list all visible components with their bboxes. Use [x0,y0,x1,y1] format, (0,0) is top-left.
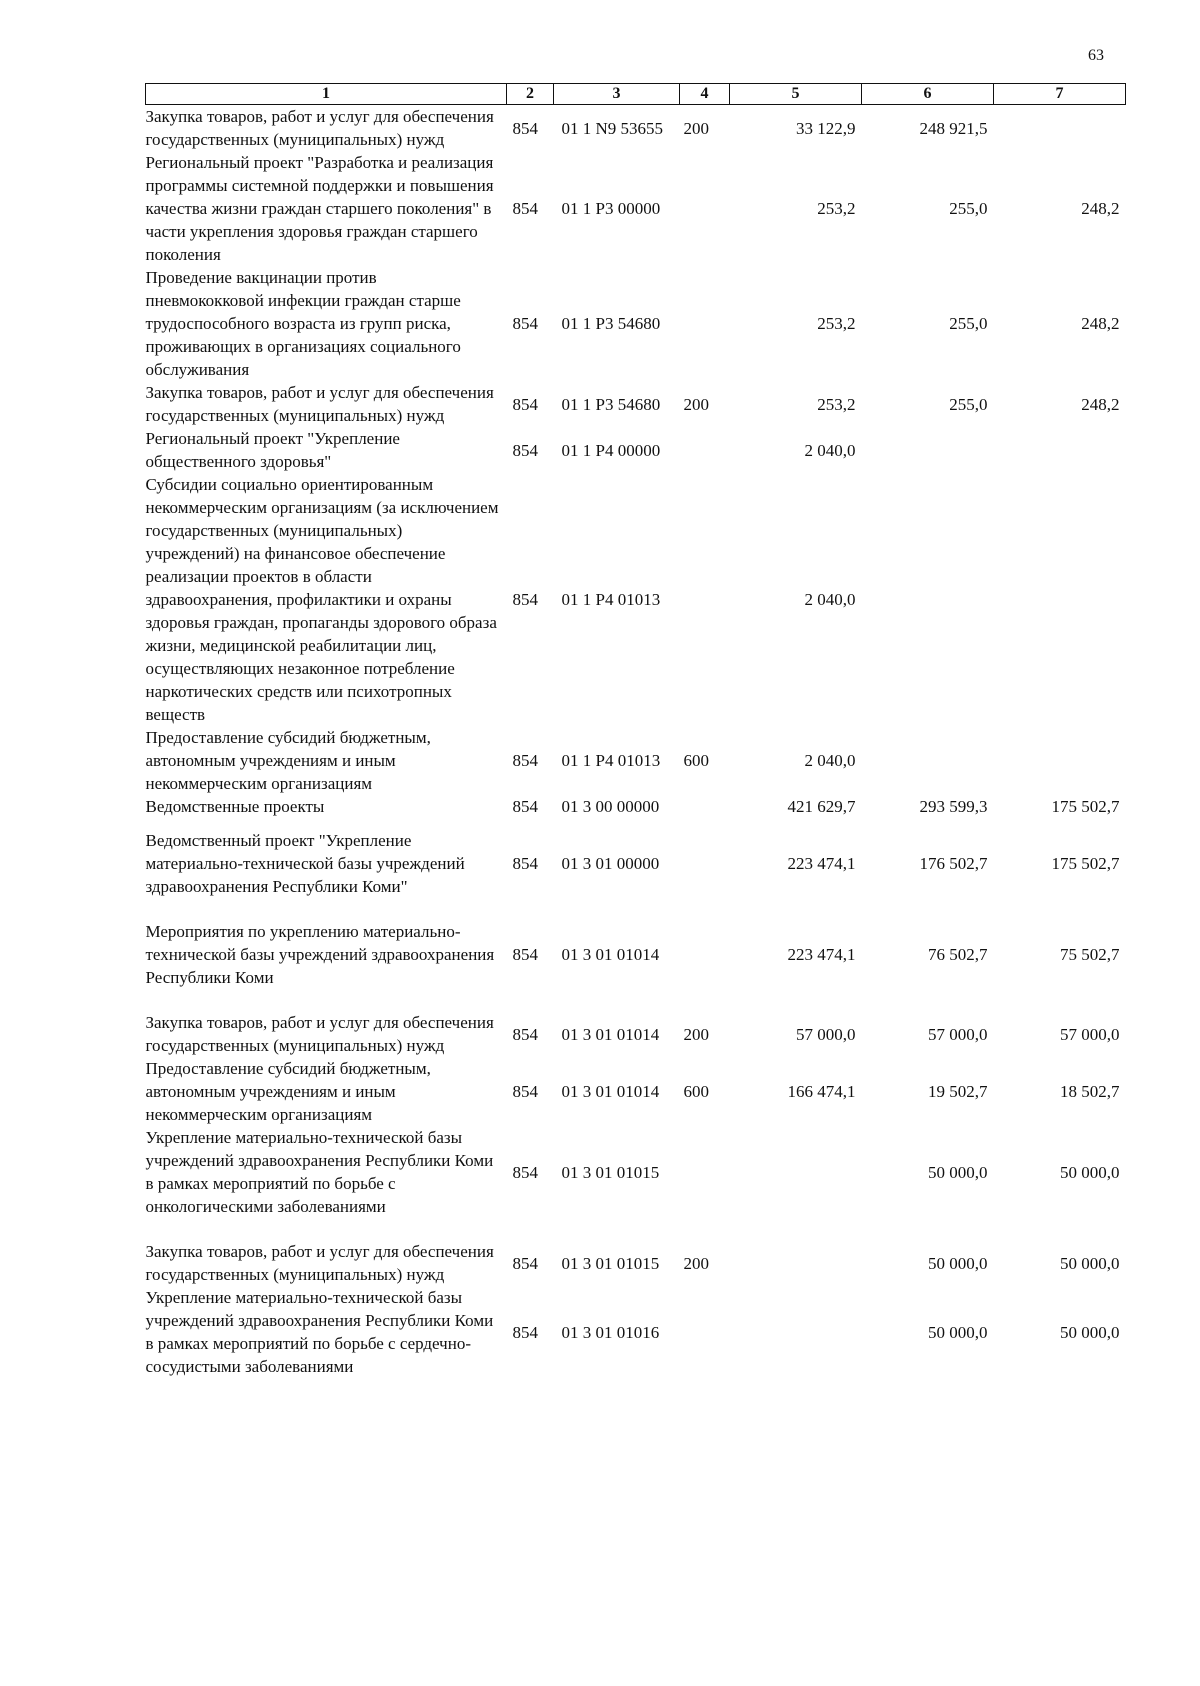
column-header-2: 2 [507,84,554,105]
row-expense-type [680,427,730,473]
row-expense-type [680,473,730,726]
row-ministry-code: 854 [512,1253,538,1273]
row-target-code: 01 1 P4 01013 [561,590,661,609]
row-value-6: 255,0 [949,394,988,414]
row-value-6: 255,0 [949,314,988,333]
row-name: Проведение вакцинации против пневмококковой инфекции граждан старше трудоспособного возраста из групп риска, проживающих в организациях социального обслуживания [145,268,461,379]
row-value-6: 255,0 [949,199,988,218]
row-target-code: 01 1 P3 54680 [561,394,661,414]
row-ministry-code: 854 [512,1082,538,1101]
row-target-code: 01 1 P3 54680 [561,314,661,333]
row-value-6: 293 599,3 [919,797,988,816]
row-name: Предоставление субсидий бюджетным, автономным учреждениям и иным некоммерческим организациям [145,728,431,793]
row-value-6: 76 502,7 [928,945,988,964]
column-header-4: 4 [680,84,730,105]
row-ministry-code: 854 [512,314,538,333]
table-body [146,105,1126,1379]
table-row [146,427,1126,473]
row-expense-type: 200 [683,394,709,414]
row-name: Региональный проект "Укрепление общественного здоровья" [145,429,400,471]
table-row [146,1286,1126,1378]
column-header-3: 3 [554,84,680,105]
row-name: Ведомственные проекты [145,797,325,816]
column-header-6: 6 [862,84,994,105]
row-value-7: 248,2 [1081,199,1120,218]
table-row [146,795,1126,829]
row-ministry-code: 854 [512,751,538,770]
row-value-7 [994,427,1126,473]
row-target-code: 01 1 P3 00000 [561,199,661,218]
table-row [146,1126,1126,1240]
row-ministry-code: 854 [512,118,538,138]
row-expense-type: 200 [683,118,709,138]
row-ministry-code: 854 [512,199,538,218]
table-row [146,1240,1126,1286]
row-ministry-code: 854 [512,394,538,414]
row-name: Региональный проект "Разработка и реализация программы системной поддержки и повышения качества жизни граждан старшего поколения" в части укрепления здоровья граждан старшего поколения [145,153,494,264]
row-value-5: 253,2 [817,394,856,414]
row-value-7 [994,726,1126,795]
row-name: Укрепление материально-технической базы учреждений здравоохранения Республики Коми в рамках мероприятий по борьбе с онкологическими заболеваниями [145,1128,494,1216]
row-expense-type [680,266,730,381]
row-value-5: 57 000,0 [796,1024,856,1044]
row-target-code: 01 1 P4 01013 [561,751,661,770]
row-target-code: 01 3 00 00000 [561,797,660,816]
row-value-5: 421 629,7 [787,797,856,816]
column-header-1: 1 [146,84,507,105]
row-value-5: 223 474,1 [787,945,856,964]
row-target-code: 01 3 01 01014 [561,945,660,964]
table-row [146,105,1126,152]
row-value-6: 176 502,7 [919,854,988,873]
row-value-7: 248,2 [1081,314,1120,333]
table-header [146,84,1126,105]
column-header-5: 5 [730,84,862,105]
row-value-7 [994,473,1126,726]
row-value-7: 50 000,0 [1060,1322,1120,1342]
row-value-6: 19 502,7 [928,1082,988,1101]
row-ministry-code: 854 [512,1162,538,1182]
row-value-6: 248 921,5 [919,118,988,138]
row-value-6 [862,726,994,795]
row-value-6: 50 000,0 [928,1253,988,1273]
table-row [146,829,1126,920]
column-header-7: 7 [994,84,1126,105]
row-target-code: 01 3 01 01016 [561,1322,660,1342]
table-row [146,266,1126,381]
table-row [146,1057,1126,1126]
row-value-6: 50 000,0 [928,1322,988,1342]
row-value-5: 166 474,1 [787,1082,856,1101]
row-value-7: 57 000,0 [1060,1024,1120,1044]
row-target-code: 01 1 N9 53655 [561,118,664,138]
row-expense-type [680,1286,730,1378]
row-expense-type [680,795,730,829]
row-name: Предоставление субсидий бюджетным, автономным учреждениям и иным некоммерческим организациям [145,1059,431,1124]
row-target-code: 01 3 01 01015 [561,1162,660,1182]
row-target-code: 01 3 01 01015 [561,1253,660,1273]
row-value-5 [730,1286,862,1378]
row-expense-type: 200 [683,1024,709,1044]
table-row [146,920,1126,1011]
row-target-code: 01 3 01 00000 [561,854,660,873]
row-value-5: 33 122,9 [796,118,856,138]
row-name: Субсидии социально ориентированным некоммерческим организациям (за исключением государственных (муниципальных) учреждений) на финансовое обеспечение реализации проектов в области здравоохранения, профилактики и охраны здоровья граждан, пропаганды здорового образа жизни, медицинской реабилитации лиц, осуществляющих незаконное потребление наркотических средств или психотропных веществ [145,475,499,724]
row-target-code: 01 3 01 01014 [561,1024,660,1044]
row-expense-type: 600 [683,1082,709,1101]
row-name: Укрепление материально-технической базы учреждений здравоохранения Республики Коми в рамках мероприятий по борьбе с сердечно-сосудистыми заболеваниями [145,1288,494,1376]
row-target-code: 01 1 P4 00000 [561,440,661,460]
row-value-5: 2 040,0 [804,751,856,770]
row-name: Закупка товаров, работ и услуг для обеспечения государственных (муниципальных) нужд [145,107,494,149]
row-name: Закупка товаров, работ и услуг для обеспечения государственных (муниципальных) нужд [145,1013,494,1055]
row-ministry-code: 854 [512,590,538,609]
row-value-7: 175 502,7 [1051,797,1120,816]
row-ministry-code: 854 [512,797,538,816]
row-ministry-code: 854 [512,945,538,964]
row-value-5: 2 040,0 [804,440,856,460]
table-row [146,726,1126,795]
row-ministry-code: 854 [512,1322,538,1342]
row-value-6 [862,427,994,473]
row-value-7 [994,105,1126,152]
row-ministry-code: 854 [512,440,538,460]
row-ministry-code: 854 [512,1024,538,1044]
row-expense-type: 200 [683,1253,709,1273]
row-value-5: 253,2 [817,314,856,333]
row-value-6: 57 000,0 [928,1024,988,1044]
row-expense-type: 600 [683,751,709,770]
row-value-7: 248,2 [1081,394,1120,414]
row-value-5 [730,1126,862,1240]
table-row [146,473,1126,726]
row-expense-type [680,1126,730,1240]
row-expense-type [680,920,730,1011]
budget-table [145,83,1126,1378]
row-value-6 [862,473,994,726]
row-value-7: 175 502,7 [1051,854,1120,873]
row-value-7: 75 502,7 [1060,945,1120,964]
row-value-5: 223 474,1 [787,854,856,873]
table-row [146,1011,1126,1057]
page-number: 63 [1088,47,1104,64]
row-name: Мероприятия по укреплению материально-технической базы учреждений здравоохранения Республики Коми [145,922,495,987]
row-value-6: 50 000,0 [928,1162,988,1182]
row-value-5 [730,1240,862,1286]
row-value-7: 18 502,7 [1060,1082,1120,1101]
table-row [146,151,1126,266]
row-name: Закупка товаров, работ и услуг для обеспечения государственных (муниципальных) нужд [145,1242,494,1284]
row-name: Закупка товаров, работ и услуг для обеспечения государственных (муниципальных) нужд [145,383,494,425]
row-target-code: 01 3 01 01014 [561,1082,660,1101]
row-expense-type [680,829,730,920]
row-value-5: 253,2 [817,199,856,218]
row-value-7: 50 000,0 [1060,1253,1120,1273]
row-value-5: 2 040,0 [804,590,856,609]
row-expense-type [680,151,730,266]
table-row [146,381,1126,427]
row-value-7: 50 000,0 [1060,1162,1120,1182]
row-name: Ведомственный проект "Укрепление материально-технической базы учреждений здравоохранения Республики Коми" [145,831,465,896]
row-ministry-code: 854 [512,854,538,873]
